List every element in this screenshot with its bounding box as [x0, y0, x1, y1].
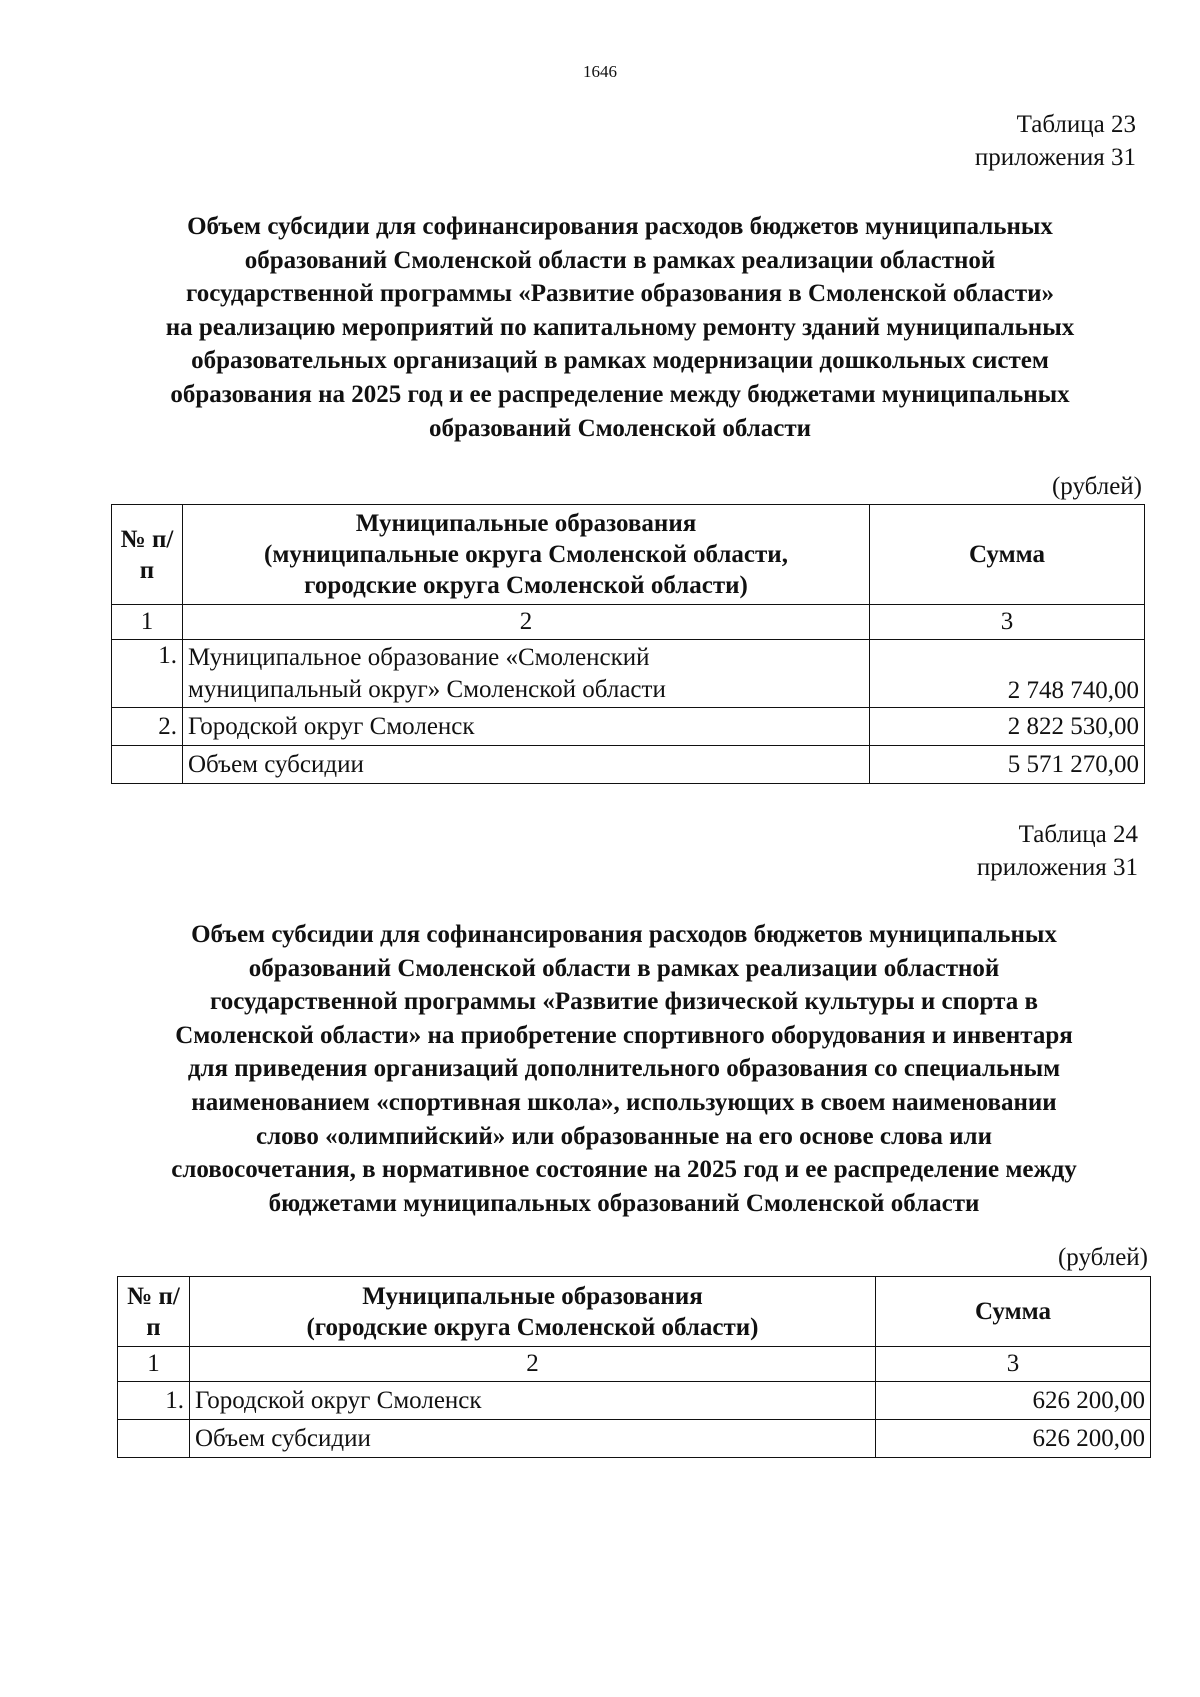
table23-title-line: образований Смоленской области в рамках реализации областной	[244, 246, 996, 274]
row-number: 1.	[118, 1382, 190, 1420]
table24-total-row	[118, 1420, 1151, 1458]
table24-title-line: словосочетания, в нормативное состояние на 2025 год и ее распределение между	[171, 1156, 1077, 1184]
row-municipality: Городской округ Смоленск	[183, 708, 870, 746]
table24-title	[104, 918, 1144, 1220]
row-municipality-line: Муниципальное образование «Смоленский	[188, 643, 650, 671]
row-municipality: Городской округ Смоленск	[190, 1382, 876, 1420]
table23-ref-line2: приложения 31	[974, 144, 1136, 171]
column-number: 2	[190, 1347, 876, 1382]
row-sum: 2 822 530,00	[870, 708, 1145, 746]
table23-column-number-row	[112, 605, 1145, 640]
header-municipality	[190, 1277, 876, 1347]
column-number: 3	[876, 1347, 1151, 1382]
header-num: № п/п	[112, 505, 183, 605]
column-number: 2	[183, 605, 870, 640]
total-number-cell	[118, 1420, 190, 1458]
total-number-cell	[112, 746, 183, 784]
header-municipality	[183, 505, 870, 605]
table24-title-line: для приведения организаций дополнительного образования со специальным	[187, 1055, 1061, 1083]
header-municipality-line: Муниципальные образования	[355, 510, 697, 537]
row-number: 1.	[112, 640, 183, 708]
header-sum: Сумма	[870, 505, 1145, 605]
table23-title-line: образования на 2025 год и ее распределение между бюджетами муниципальных	[170, 380, 1070, 408]
table23-title-line: государственной программы «Развитие образования в Смоленской области»	[185, 280, 1055, 308]
table24-title-line: наименованием «спортивная школа», использующих в своем наименовании	[191, 1088, 1057, 1116]
table24-header-row	[118, 1277, 1151, 1347]
total-label: Объем субсидии	[183, 746, 870, 784]
header-municipality-line: (городские округа Смоленской области)	[306, 1313, 759, 1341]
table24	[117, 1276, 1151, 1458]
table24-unit: (рублей)	[1057, 1244, 1148, 1271]
total-label: Объем субсидии	[190, 1420, 876, 1458]
table23-header-row	[112, 505, 1145, 605]
table23-reference	[975, 108, 1136, 174]
table24-column-number-row	[118, 1347, 1151, 1382]
table23-title-line: Объем субсидии для софинансирования расходов бюджетов муниципальных	[187, 213, 1053, 240]
table24-ref-line1: Таблица 24	[1018, 821, 1138, 848]
table24-reference	[977, 818, 1138, 884]
table24-title-line: бюджетами муниципальных образований Смоленской области	[268, 1189, 980, 1217]
table24-title-line: слово «олимпийский» или образованные на его основе слова или	[256, 1122, 992, 1150]
table24-title-line: образований Смоленской области в рамках реализации областной	[248, 954, 1000, 982]
header-num: № п/п	[118, 1277, 190, 1347]
row-municipality-line: муниципальный округ» Смоленской области	[188, 675, 666, 703]
column-number: 1	[112, 605, 183, 640]
table23-title	[100, 210, 1140, 445]
table24-title-line: Объем субсидии для софинансирования расходов бюджетов муниципальных	[191, 921, 1057, 948]
total-sum: 626 200,00	[876, 1420, 1151, 1458]
row-sum: 2 748 740,00	[870, 640, 1145, 708]
page-number: 1646	[583, 62, 617, 81]
total-sum: 5 571 270,00	[870, 746, 1145, 784]
row-municipality	[183, 640, 870, 708]
header-municipality-line: Муниципальные образования	[362, 1282, 703, 1310]
table24-title-line: государственной программы «Развитие физической культуры и спорта в	[210, 988, 1038, 1016]
table23-ref-line1: Таблица 23	[1016, 111, 1136, 138]
row-sum: 626 200,00	[876, 1382, 1151, 1420]
header-municipality-line: городские округа Смоленской области)	[304, 572, 748, 599]
table-row	[112, 640, 1145, 708]
column-number: 3	[870, 605, 1145, 640]
table23-title-line: образовательных организаций в рамках модернизации дошкольных систем	[191, 347, 1049, 375]
header-sum: Сумма	[876, 1277, 1151, 1347]
table24-title-line: Смоленской области» на приобретение спортивного оборудования и инвентаря	[175, 1021, 1073, 1049]
header-municipality-line: (муниципальные округа Смоленской области,	[264, 541, 788, 568]
column-number: 1	[118, 1347, 190, 1382]
row-number: 2.	[112, 708, 183, 746]
table23-title-line: образований Смоленской области	[428, 414, 812, 442]
table23	[111, 504, 1145, 784]
table23-total-row	[112, 746, 1145, 784]
table23-unit: (рублей)	[1051, 473, 1142, 500]
table24-ref-line2: приложения 31	[976, 854, 1138, 881]
table-row	[118, 1382, 1151, 1420]
table23-title-line: на реализацию мероприятий по капитальному ремонту зданий муниципальных	[165, 313, 1075, 341]
table-row	[112, 708, 1145, 746]
